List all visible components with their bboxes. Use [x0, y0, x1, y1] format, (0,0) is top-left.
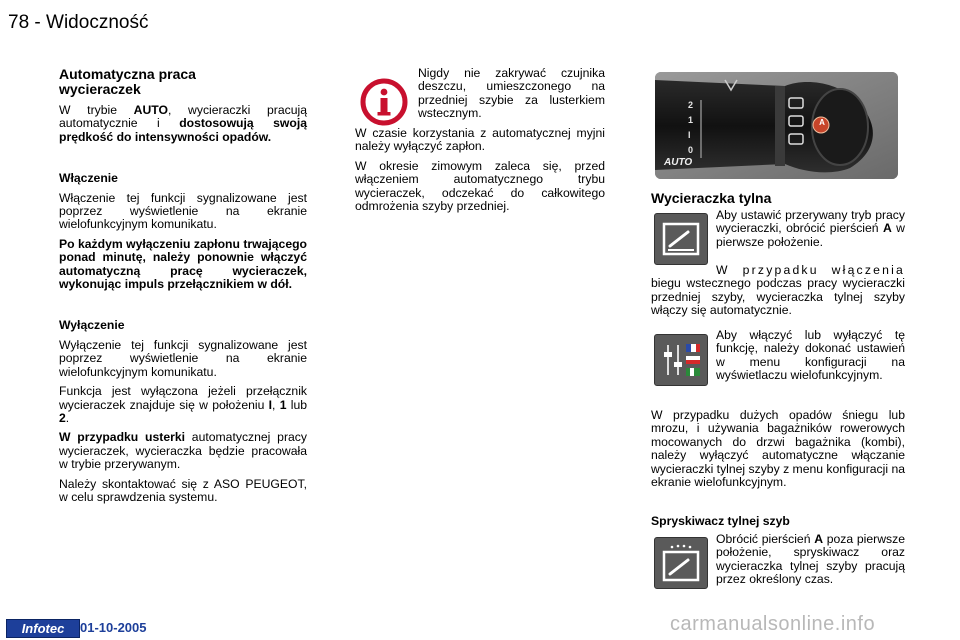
rear-text-A: A [882, 221, 892, 236]
winter-text: W okresie zimowym zaleca się, przed włączeniem automatycznego trybu wycieraczek, odczekać do całkowitego odmrożenia szyby przedniej. [355, 158, 605, 214]
infotec-logo: Infotec [6, 619, 80, 638]
fault-bold: W przypadku usterki [59, 430, 186, 445]
washer-heading: Spryskiwacz tylnej szyb [651, 514, 790, 528]
rear-wiper-icon [654, 213, 708, 265]
rear-text-a: Aby ustawić przerywany tryb pracy wycieraczki, obrócić pierścień [716, 208, 905, 236]
column-auto-wipers [59, 67, 307, 510]
reverse-rest: biegu wstecznego podczas pracy wycieraczki przedniej szyby, wycieraczka tylnej szyby włączy się automatycznie. [651, 276, 905, 318]
off-heading: Wyłączenie [59, 318, 125, 333]
on-bold-text: Po każdym wyłączeniu zapłonu trwającego ponad minutę, należy ponownie włączyć automatyczną pracę wycieraczek, wykonując impuls przełącznikiem w dół. [59, 236, 307, 292]
fault-rest: automatycznej pracy wycieraczek, wycieraczka będzie pracowała w trybie przerywanym. [59, 430, 307, 472]
reverse-gear-text [651, 264, 905, 318]
off-pos-1: 1 [279, 397, 287, 412]
stalk-label-2: 2 [688, 100, 694, 110]
intro-bold: dostosowują swoją prędkość do intensywności opadów. [59, 116, 307, 144]
page-header [8, 12, 148, 34]
intro-text-a: W trybie [59, 103, 134, 117]
page-title: Widoczność [46, 12, 149, 33]
off-pos-sep: , [272, 397, 280, 412]
warning-text: Nigdy nie zakrywać czujnika deszczu, umieszczonego na przedniej szybie za lusterkiem wstecznym. [418, 66, 605, 121]
intro-paragraph [59, 104, 307, 144]
washer-text-b: poza pierwsze położenie, spryskiwacz oraz wycieraczka tylnej szyby pracują przez określony czas. [716, 532, 905, 587]
column-car-wash [355, 127, 605, 219]
off-position-text [59, 385, 307, 425]
heading-line-1: Automatyczna praca [59, 66, 196, 82]
heading-line-2: wycieraczek [59, 81, 141, 97]
off-pos-lub: lub [286, 397, 307, 412]
off-pos-end: . [65, 410, 70, 425]
on-heading: Włączenie [59, 171, 118, 186]
off-text: Wyłączenie tej funkcji sygnalizowane jest poprzez wyświetlenie na ekranie wielofunkcyjnym komunikatu. [59, 337, 307, 379]
config-text: Aby włączyć lub wyłączyć tę funkcję, należy dokonać ustawień w menu konfiguracji na wyświetlaczu wielofunkcyjnym. [716, 328, 905, 383]
header-separator: - [29, 12, 47, 33]
rear-wiper-title: Wycieraczka tylna [651, 190, 772, 206]
fault-text [59, 431, 307, 471]
stalk-ring-label: A [819, 118, 825, 127]
watermark: carmanualsonline.info [670, 613, 876, 635]
footer-date: 01-10-2005 [80, 620, 147, 635]
car-wash-text: W czasie korzystania z automatycznej myjni należy wyłączyć zapłon. [355, 126, 605, 154]
page-number: 78 [8, 12, 30, 33]
warning-icon [360, 78, 408, 126]
rear-text-b: w pierwsze położenie. [716, 221, 905, 249]
intro-auto: AUTO [133, 103, 168, 117]
washer-text-a: Obrócić pierścień [716, 532, 815, 546]
config-menu-icon [654, 334, 708, 386]
stalk-label-I: I [688, 130, 691, 140]
off-pos-a: Funkcja jest wyłączona jeżeli przełącznik wycieraczek znajduje się w położeniu [59, 384, 307, 412]
washer-text-A: A [814, 532, 824, 546]
snow-text: W przypadku dużych opadów śniegu lub mrozu, i używania bagażników rowerowych mocowanych do drzwi bagażnika (kombi), należy wyłączyć automatyczne włączanie wycieraczki tylnej szyby z menu konfiguracji na ekranie wielofunkcyjnym. [651, 408, 906, 490]
section-heading-auto-wipers [59, 67, 307, 97]
on-text: Włączenie tej funkcji sygnalizowane jest poprzez wyświetlenie na ekranie wielofunkcyjnym komunikatu. [59, 190, 307, 232]
rear-wiper-text [716, 209, 905, 249]
reverse-spaced: W przypadku włączenia [716, 263, 905, 277]
intro-text-b: , wycieraczki pracują automatycznie i [59, 103, 308, 131]
washer-text [716, 533, 905, 587]
off-pos-2: 2 [59, 410, 66, 425]
stalk-label-1: 1 [688, 115, 694, 125]
stalk-auto-label: AUTO [664, 157, 693, 168]
contact-text: Należy skontaktować się z ASO PEUGEOT, w celu sprawdzenia systemu. [59, 476, 307, 504]
rear-washer-icon [654, 537, 708, 589]
stalk-label-0: 0 [688, 145, 694, 155]
stalk-position-labels [688, 98, 693, 158]
off-pos-I: I [268, 397, 273, 412]
